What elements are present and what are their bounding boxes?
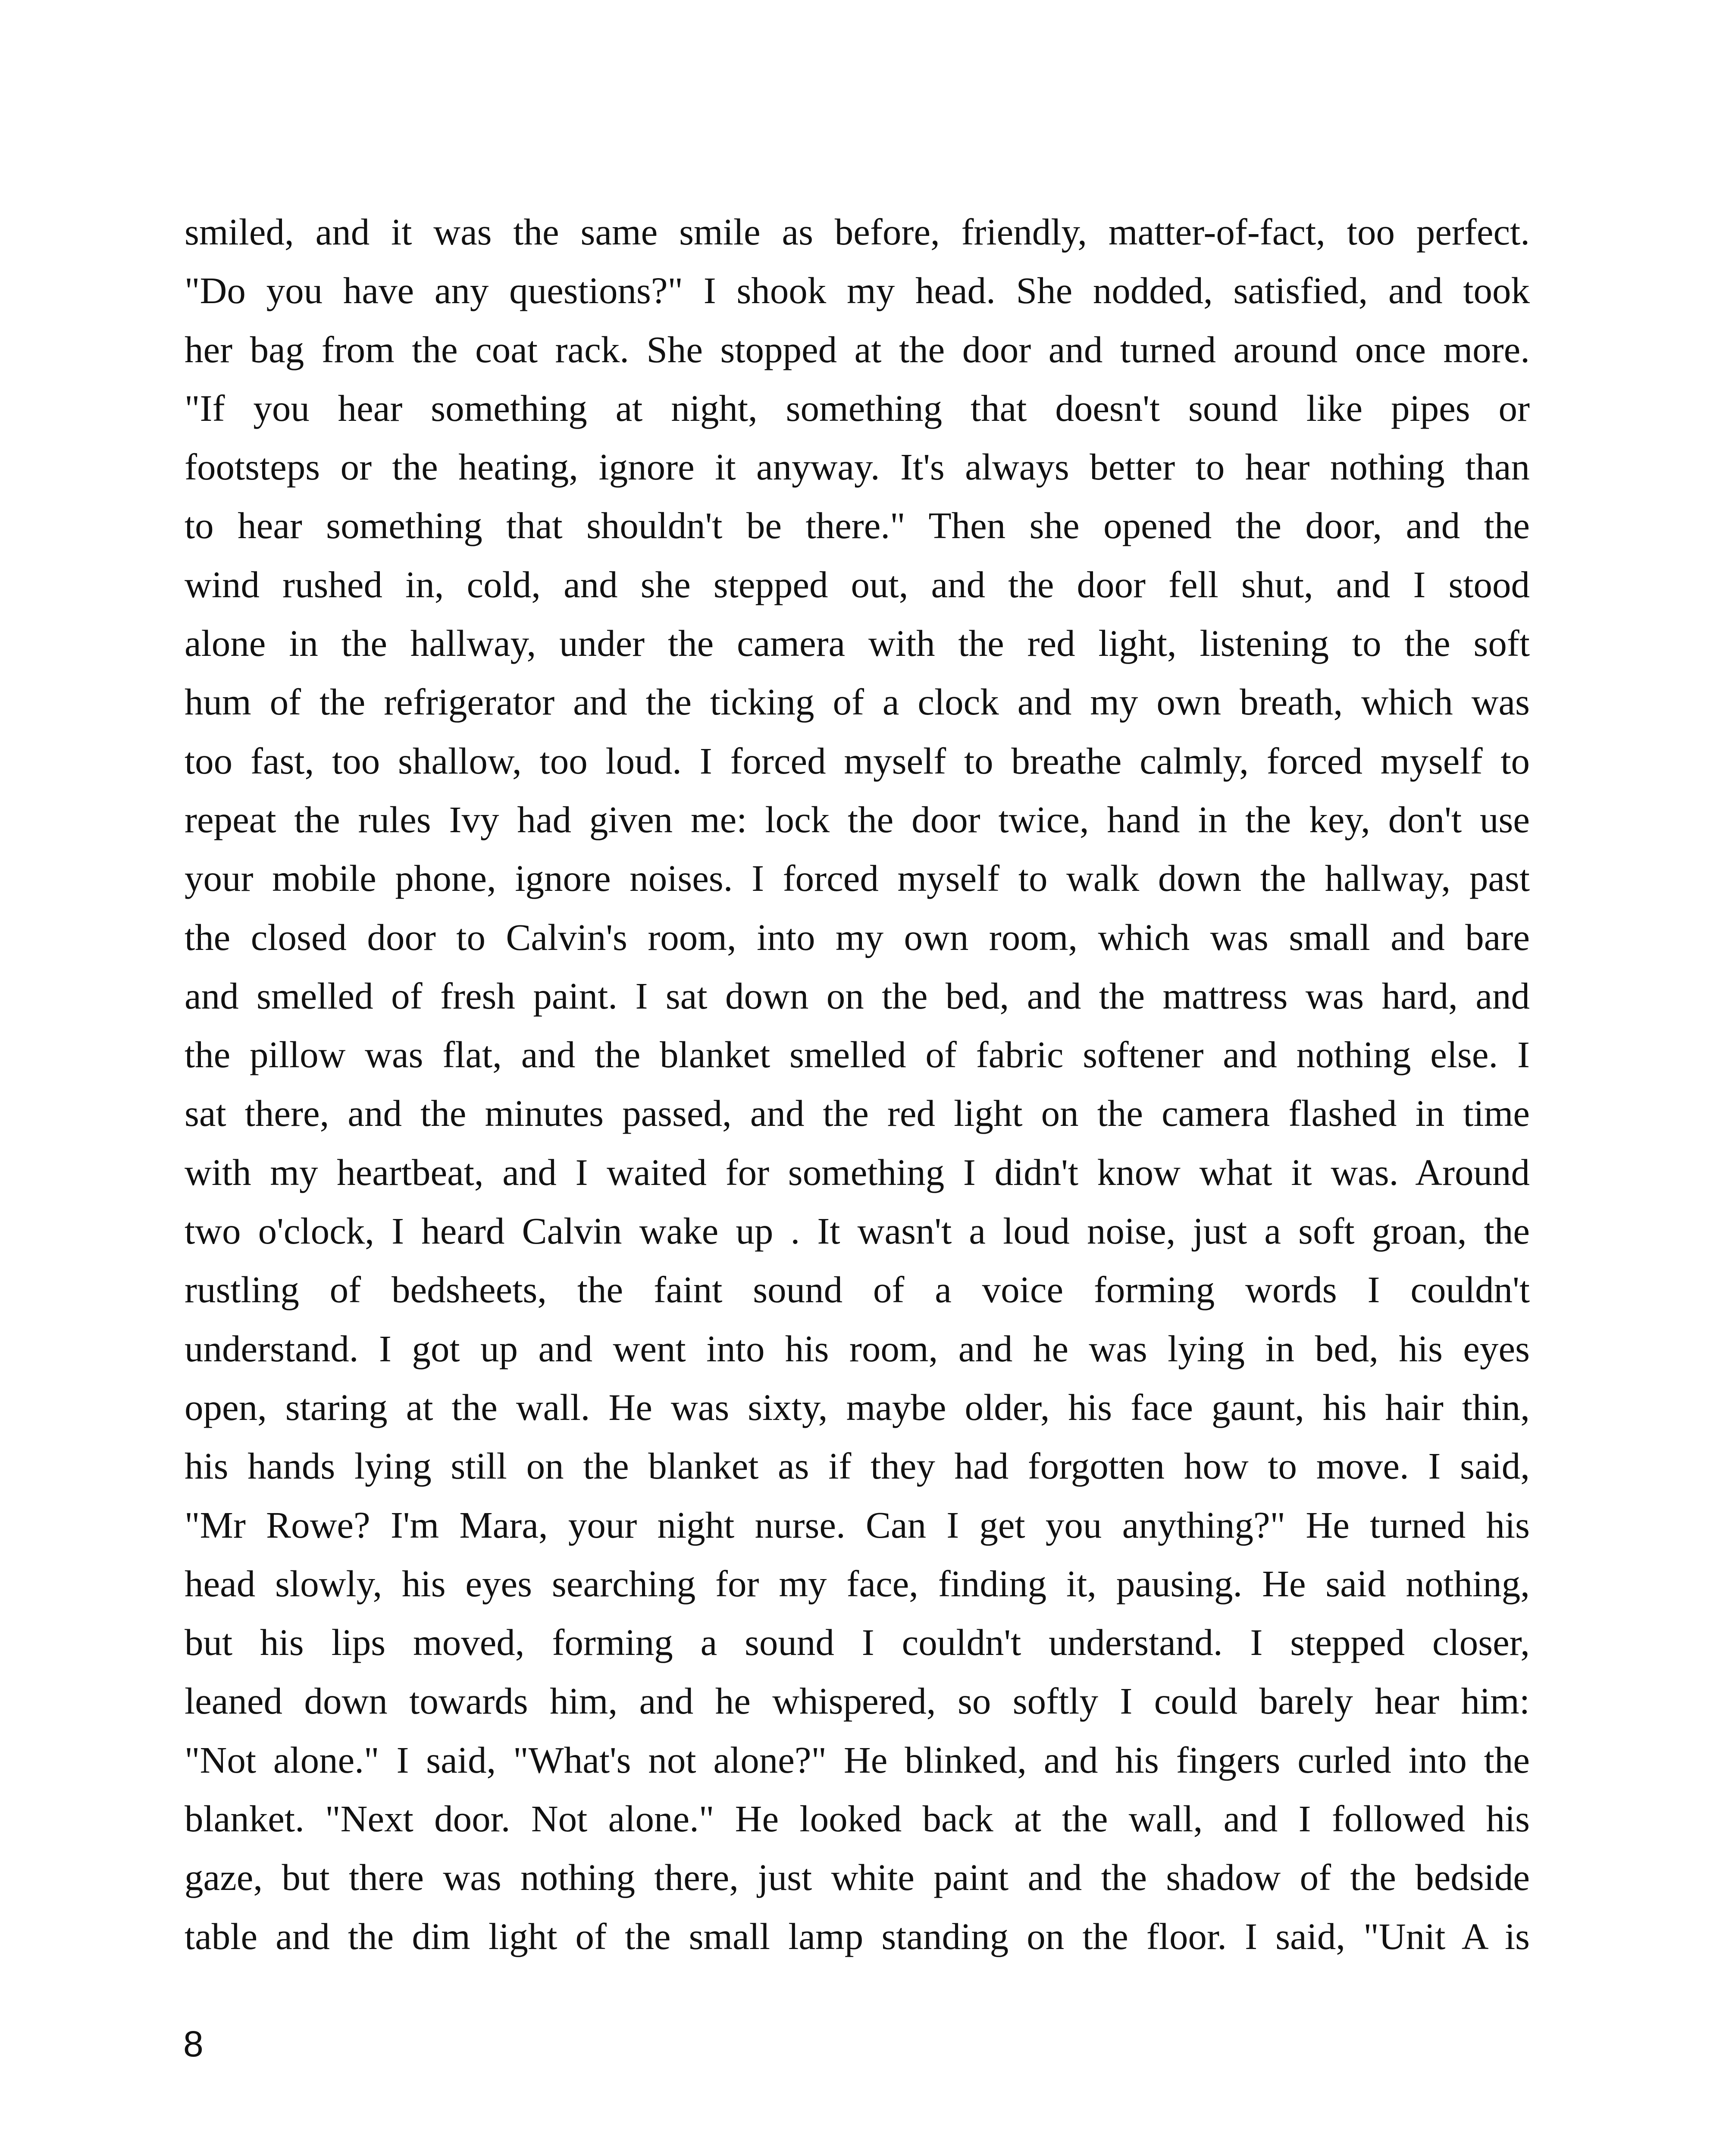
text-line: leaned down towards him, and he whispered, so softly I could barely hear him: [185,1680,1530,1722]
text-line: and smelled of fresh paint. I sat down on the bed, and the mattress was hard, and [185,975,1530,1017]
text-line: the pillow was flat, and the blanket smelled of fabric softener and nothing else. I [185,1034,1530,1076]
text-line: her bag from the coat rack. She stopped at the door and turned around once more. [185,328,1530,370]
text-line: "If you hear something at night, something that doesn't sound like pipes or [185,387,1530,429]
page-number: 8 [183,2024,204,2064]
text-line: "Not alone." I said, "What's not alone?" He blinked, and his fingers curled into the [185,1739,1530,1781]
text-line: rustling of bedsheets, the faint sound of a voice forming words I couldn't [185,1269,1530,1311]
text-line: wind rushed in, cold, and she stepped out, and the door fell shut, and I stood [185,563,1530,605]
text-line: repeat the rules Ivy had given me: lock the door twice, hand in the key, don't use [185,798,1530,840]
text-line: to hear something that shouldn't be there." Then she opened the door, and the [185,505,1530,547]
text-line: the closed door to Calvin's room, into my own room, which was small and bare [185,916,1530,958]
text-line: sat there, and the minutes passed, and the red light on the camera flashed in time [185,1092,1530,1134]
text-line: your mobile phone, ignore noises. I forced myself to walk down the hallway, past [185,857,1530,899]
text-line: hum of the refrigerator and the ticking of a clock and my own breath, which was [185,681,1530,723]
text-line: blanket. "Next door. Not alone." He looked back at the wall, and I followed his [185,1798,1530,1840]
text-line: his hands lying still on the blanket as if they had forgotten how to move. I said, [185,1445,1530,1487]
text-line: alone in the hallway, under the camera with the red light, listening to the soft [185,622,1530,664]
text-line: "Do you have any questions?" I shook my head. She nodded, satisfied, and took [185,270,1530,312]
text-line: understand. I got up and went into his room, and he was lying in bed, his eyes [185,1327,1530,1369]
text-line: two o'clock, I heard Calvin wake up . It wasn't a loud noise, just a soft groan, the [185,1210,1530,1252]
text-line: gaze, but there was nothing there, just white paint and the shadow of the bedside [185,1856,1530,1899]
text-line: too fast, too shallow, too loud. I forced myself to breathe calmly, forced myself to [185,740,1530,782]
text-line: open, staring at the wall. He was sixty, maybe older, his face gaunt, his hair thin, [185,1386,1530,1428]
text-line: table and the dim light of the small lamp standing on the floor. I said, "Unit A is [185,1915,1530,1957]
text-line: with my heartbeat, and I waited for something I didn't know what it was. Around [185,1151,1530,1193]
text-line: smiled, and it was the same smile as before, friendly, matter-of-fact, too perfect. [185,211,1530,253]
text-line: "Mr Rowe? I'm Mara, your night nurse. Can I get you anything?" He turned his [185,1504,1530,1546]
body-text [185,203,1530,1966]
text-line: but his lips moved, forming a sound I couldn't understand. I stepped closer, [185,1621,1530,1664]
text-line: head slowly, his eyes searching for my face, finding it, pausing. He said nothing, [185,1562,1530,1604]
text-line: footsteps or the heating, ignore it anyway. It's always better to hear nothing than [185,446,1530,488]
